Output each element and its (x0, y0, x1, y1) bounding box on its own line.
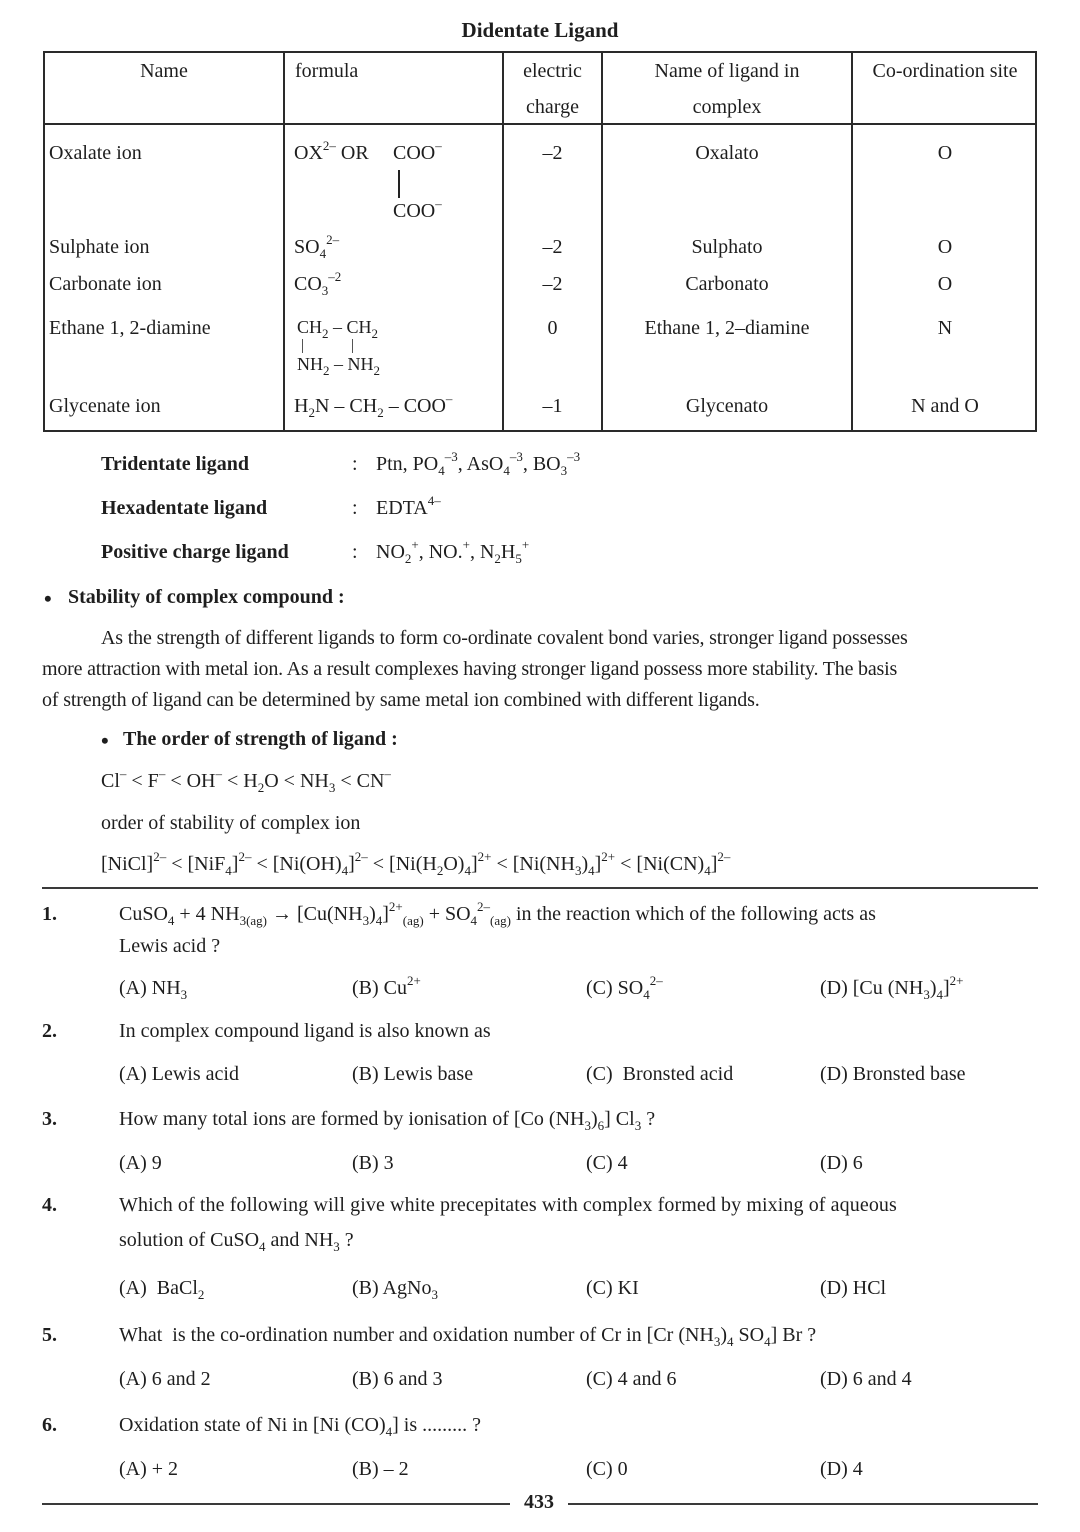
bullet-icon: • (44, 586, 52, 611)
footer-rule-left (42, 1503, 510, 1505)
option-d[interactable]: (D) HCl (820, 1277, 887, 1299)
row-formula-bottom: COO– (393, 196, 442, 222)
stability-paragraph-line3: of strength of ligand can be determined by same metal ion combined with different ligands. (42, 689, 760, 711)
row-name: Ethane 1, 2-diamine (49, 317, 211, 339)
row-charge: –2 (542, 142, 563, 164)
header-charge-line1: electric (523, 60, 582, 82)
column-divider (283, 53, 285, 430)
row-site: N (937, 317, 953, 339)
header-ligand-name-line2: complex (692, 96, 762, 118)
option-b[interactable]: (B) AgNo$_3$ (352, 1277, 438, 1302)
tridentate-label: Tridentate ligand (101, 453, 249, 475)
row-name: Oxalate ion (49, 142, 142, 164)
question-number: 4. (42, 1194, 57, 1216)
option-c[interactable]: (C) $SO_4^{2-}$ (586, 973, 663, 1002)
question-number: 1. (42, 903, 57, 925)
option-a[interactable]: (A) 9 (119, 1152, 162, 1174)
hexadentate-value: $EDTA^{4-}$ (376, 493, 441, 519)
question-number: 6. (42, 1414, 57, 1436)
question-number: 3. (42, 1108, 57, 1130)
option-d[interactable]: (D) 6 (820, 1152, 863, 1174)
row-name: Carbonate ion (49, 273, 162, 295)
row-formula-top: COO– (393, 138, 442, 164)
option-d[interactable]: (D) [Cu $(NH_3)_4]^{2+}$ (820, 973, 964, 1002)
option-b[interactable]: (B) – 2 (352, 1458, 409, 1480)
positive-ligand-value: $NO_2^+$, NO.+, $N_2H_5^+$ (376, 537, 530, 566)
option-c[interactable]: (C) KI (586, 1277, 639, 1299)
question-text: How many total ions are formed by ionisation of [Co $(NH_3)_6$] $Cl_3$ ? (119, 1108, 656, 1133)
row-charge: –2 (542, 273, 563, 295)
row-formula: $CO_3^{-2}$ (294, 269, 342, 298)
row-formula: $H_2N - CH_2 - COO^-$ (294, 391, 453, 420)
table-title: Didentate Ligand (461, 18, 619, 42)
bond-line (398, 170, 400, 198)
option-a[interactable]: (A) $NH_3$ (119, 977, 188, 1002)
row-charge: –1 (542, 395, 563, 417)
row-formula: $OX^{2-}$ OR (294, 138, 369, 164)
row-name: Sulphate ion (49, 236, 150, 258)
section-divider (42, 887, 1038, 889)
row-ligand-name: Ethane 1, 2–diamine (644, 317, 810, 339)
order-heading: The order of strength of ligand : (123, 728, 398, 750)
hexadentate-colon: : (352, 497, 358, 519)
header-charge-line2: charge (526, 96, 579, 118)
row-site: O (937, 236, 953, 258)
option-a[interactable]: (A) BaCl$_2$ (119, 1277, 205, 1302)
complex-stability-series: [NiCl]$^{2-}$ < $[NiF_4]^{2-} < [Ni(OH)_4]^{2-} < [Ni(H_2O)_4]^{2+} < [Ni(NH_3)_4]^{2+} < [Ni(CN)_4]^{2-}$ (101, 849, 731, 878)
row-site: O (937, 273, 953, 295)
question-text: Which of the following will give white precepitates with complex formed by mixing of aqueous (119, 1194, 897, 1216)
header-name: Name (140, 60, 188, 82)
question-text: Oxidation state of Ni in [Ni $(CO)_4$] is ......... ? (119, 1414, 482, 1439)
stability-paragraph-line1: As the strength of different ligands to form co-ordinate covalent bond varies, stronger ligand possesses (101, 627, 908, 649)
question-text-line2: Lewis acid ? (119, 935, 221, 957)
option-a[interactable]: (A) 6 and 2 (119, 1368, 211, 1390)
footer-rule-right (568, 1503, 1038, 1505)
header-ligand-name-line1: Name of ligand in (654, 60, 800, 82)
question-text-line2: solution of CuSO$_4$ and $NH_3$ ? (119, 1229, 354, 1254)
row-ligand-name: Carbonato (685, 273, 769, 295)
option-c[interactable]: (C) 4 (586, 1152, 628, 1174)
question-number: 2. (42, 1020, 57, 1042)
tridentate-value: Ptn, $PO_4^{-3}$, AsO$_4^{-3}$, $BO_3^{-3}$ (376, 449, 581, 478)
stability-label: order of stability of complex ion (101, 812, 361, 834)
question-number: 5. (42, 1324, 57, 1346)
option-b[interactable]: (B) $Cu^{2+}$ (352, 973, 421, 999)
header-coordination-site: Co-ordination site (872, 60, 1018, 82)
ligand-strength-series: $Cl^- < F^- < OH^- < H_2O < NH_3 < CN^-$ (101, 766, 391, 795)
option-d[interactable]: (D) Bronsted base (820, 1063, 966, 1085)
option-d[interactable]: (D) 6 and 4 (820, 1368, 912, 1390)
question-text: CuSO$_4$ + 4 $NH_{3(ag)} \to [Cu(NH_3)_4]^{2+}_{(ag)} + SO_4^{2-}_{(ag)}$ in the reaction which of the following acts as (119, 899, 876, 928)
stability-paragraph-line2: more attraction with metal ion. As a result complexes having stronger ligand possess more stability. The basis (42, 658, 898, 680)
positive-ligand-label: Positive charge ligand (101, 541, 289, 563)
option-c[interactable]: (C) 0 (586, 1458, 628, 1480)
page-number: 433 (524, 1491, 554, 1513)
row-ligand-name: Oxalato (695, 142, 759, 164)
row-formula-top: $CH_2 - CH_2$ (297, 317, 379, 341)
option-a[interactable]: (A) Lewis acid (119, 1063, 239, 1085)
option-c[interactable]: (C) 4 and 6 (586, 1368, 677, 1390)
positive-ligand-colon: : (352, 541, 358, 563)
row-site: N and O (911, 395, 979, 417)
didentate-ligand-table (43, 51, 1037, 432)
row-charge: 0 (547, 317, 558, 339)
hexadentate-label: Hexadentate ligand (101, 497, 268, 519)
option-b[interactable]: (B) 6 and 3 (352, 1368, 443, 1390)
row-charge: –2 (542, 236, 563, 258)
stability-heading: Stability of complex compound : (68, 586, 345, 608)
option-b[interactable]: (B) 3 (352, 1152, 394, 1174)
question-text: In complex compound ligand is also known as (119, 1020, 491, 1042)
row-name: Glycenate ion (49, 395, 161, 417)
option-c[interactable]: (C) Bronsted acid (586, 1063, 734, 1085)
bond-line (302, 339, 303, 353)
bond-line (352, 339, 353, 353)
question-text: What is the co-ordination number and oxidation number of Cr in [Cr $(NH_3)_4$ $SO_4$] Br ? (119, 1324, 817, 1349)
row-ligand-name: Sulphato (691, 236, 763, 258)
row-formula: $SO_4^{2-}$ (294, 232, 340, 261)
option-b[interactable]: (B) Lewis base (352, 1063, 474, 1085)
tridentate-colon: : (352, 453, 358, 475)
row-formula-bottom: $NH_2 - NH_2$ (297, 354, 380, 378)
row-site: O (937, 142, 953, 164)
option-d[interactable]: (D) 4 (820, 1458, 863, 1480)
header-formula: formula (295, 60, 359, 82)
option-a[interactable]: (A) + 2 (119, 1458, 179, 1480)
row-ligand-name: Glycenato (685, 395, 769, 417)
bullet-icon: • (101, 728, 109, 753)
